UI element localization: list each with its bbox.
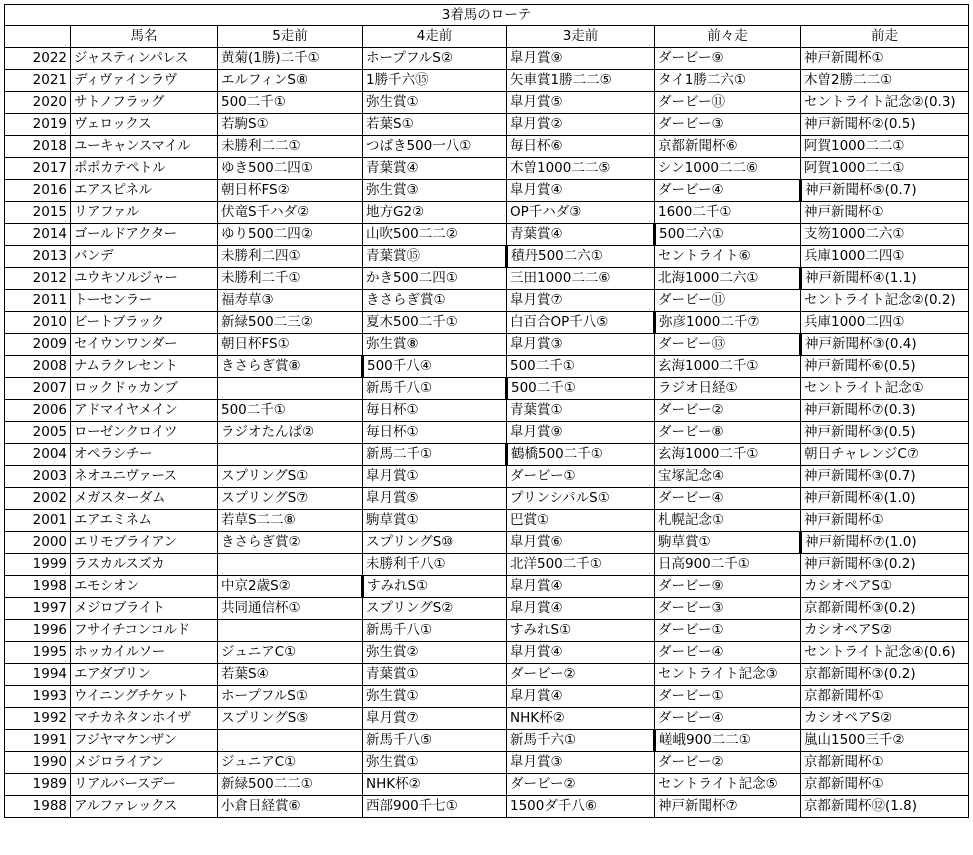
race-2-ago-cell: 駒草賞① [655, 532, 801, 554]
race-last-cell: 阿賀1000二二① [801, 136, 969, 158]
race-last-cell: 朝日チャレンジC⑦ [801, 444, 969, 466]
year-cell: 2019 [5, 114, 71, 136]
header-4-races-ago: 4走前 [363, 26, 507, 48]
race-5-ago-cell: 共同通信杯① [218, 598, 363, 620]
race-4-ago-cell: 1勝千六⑮ [363, 70, 507, 92]
race-5-ago-cell: スプリングS⑦ [218, 488, 363, 510]
race-2-ago-cell: タイ1勝二六① [655, 70, 801, 92]
year-cell: 1997 [5, 598, 71, 620]
race-3-ago-cell: ダービー② [507, 664, 655, 686]
race-last-cell: 京都新聞杯① [801, 686, 969, 708]
table-row [5, 752, 969, 774]
race-5-ago-cell: ジュニアC① [218, 642, 363, 664]
race-5-ago-cell [218, 730, 363, 752]
race-2-ago-cell: ダービー④ [655, 642, 801, 664]
race-last-cell: 神戸新聞杯③(0.5) [801, 422, 969, 444]
race-5-ago-cell [218, 620, 363, 642]
race-4-ago-cell: NHK杯② [363, 774, 507, 796]
race-2-ago-cell: ダービー④ [655, 708, 801, 730]
race-2-ago-cell: 宝塚記念④ [655, 466, 801, 488]
race-2-ago-cell: ダービー③ [655, 114, 801, 136]
table-body [5, 48, 969, 818]
race-4-ago-cell: 青葉賞① [363, 664, 507, 686]
horse-name-cell: フサイチコンコルド [71, 620, 218, 642]
race-5-ago-cell: 福寿草③ [218, 290, 363, 312]
race-last-cell: 阿賀1000二二① [801, 158, 969, 180]
race-2-ago-cell: 玄海1000二千① [655, 444, 801, 466]
race-5-ago-cell: 若葉S④ [218, 664, 363, 686]
race-2-ago-cell: 北海1000二六① [655, 268, 801, 290]
race-3-ago-cell: 皐月賞④ [507, 686, 655, 708]
horse-name-cell: セイウンワンダー [71, 334, 218, 356]
race-2-ago-cell: ダービー② [655, 752, 801, 774]
race-3-ago-cell: 三田1000二二⑥ [507, 268, 655, 290]
race-3-ago-cell: 1500ダ千八⑥ [507, 796, 655, 818]
table-row [5, 466, 969, 488]
race-last-cell: 神戸新聞杯⑥(0.5) [801, 356, 969, 378]
race-5-ago-cell: 未勝利二二① [218, 136, 363, 158]
year-cell: 1990 [5, 752, 71, 774]
table-row [5, 378, 969, 400]
year-cell: 1991 [5, 730, 71, 752]
horse-name-cell: ディヴァインラヴ [71, 70, 218, 92]
race-4-ago-cell: 弥生賞① [363, 686, 507, 708]
year-cell: 2016 [5, 180, 71, 202]
table-row [5, 664, 969, 686]
race-5-ago-cell: ラジオたんぱ② [218, 422, 363, 444]
race-4-ago-cell: 弥生賞⑧ [363, 334, 507, 356]
year-cell: 2011 [5, 290, 71, 312]
table-row [5, 70, 969, 92]
horse-name-cell: ホッカイルソー [71, 642, 218, 664]
race-last-cell: セントライト記念① [801, 378, 969, 400]
race-last-cell: 神戸新聞杯⑤(0.7) [801, 180, 969, 202]
race-4-ago-cell: 新馬千八① [363, 620, 507, 642]
race-2-ago-cell: 500二六① [655, 224, 801, 246]
horse-name-cell: エモシオン [71, 576, 218, 598]
table-row [5, 158, 969, 180]
table-row [5, 246, 969, 268]
table-row [5, 576, 969, 598]
race-2-ago-cell: セントライト⑥ [655, 246, 801, 268]
horse-name-cell: ラスカルスズカ [71, 554, 218, 576]
year-cell: 2005 [5, 422, 71, 444]
horse-name-cell: ロックドゥカンブ [71, 378, 218, 400]
race-5-ago-cell [218, 378, 363, 400]
race-3-ago-cell: 皐月賞⑥ [507, 532, 655, 554]
year-cell: 2018 [5, 136, 71, 158]
race-5-ago-cell: 伏竜S千ハダ② [218, 202, 363, 224]
rotation-table [4, 4, 969, 818]
header-3-races-ago: 3走前 [507, 26, 655, 48]
race-5-ago-cell: きさらぎ賞② [218, 532, 363, 554]
horse-name-cell: リアファル [71, 202, 218, 224]
horse-name-cell: オペラシチー [71, 444, 218, 466]
horse-name-cell: フジヤマケンザン [71, 730, 218, 752]
horse-name-cell: エアエミネム [71, 510, 218, 532]
race-last-cell: 神戸新聞杯④(1.1) [801, 268, 969, 290]
race-last-cell: 木曽2勝二二① [801, 70, 969, 92]
race-last-cell: 京都新聞杯③(0.2) [801, 664, 969, 686]
year-cell: 2013 [5, 246, 71, 268]
table-row [5, 796, 969, 818]
horse-name-cell: ビートブラック [71, 312, 218, 334]
race-2-ago-cell: 1600二千① [655, 202, 801, 224]
year-cell: 1999 [5, 554, 71, 576]
race-4-ago-cell: 皐月賞⑤ [363, 488, 507, 510]
race-2-ago-cell: 日高900二千① [655, 554, 801, 576]
race-3-ago-cell: 矢車賞1勝二二⑤ [507, 70, 655, 92]
horse-name-cell: マチカネタンホイザ [71, 708, 218, 730]
race-4-ago-cell: 山吹500二二② [363, 224, 507, 246]
race-5-ago-cell: 朝日杯FS① [218, 334, 363, 356]
race-4-ago-cell: 新馬二千① [363, 444, 507, 466]
header-horse-name: 馬名 [71, 26, 218, 48]
race-last-cell: カシオペアS② [801, 708, 969, 730]
race-4-ago-cell: 500千八④ [363, 356, 507, 378]
race-2-ago-cell: ダービー② [655, 400, 801, 422]
table-row [5, 642, 969, 664]
table-row [5, 422, 969, 444]
race-4-ago-cell: 未勝利千八① [363, 554, 507, 576]
race-3-ago-cell: すみれS① [507, 620, 655, 642]
race-4-ago-cell: 青葉賞⑮ [363, 246, 507, 268]
year-cell: 2003 [5, 466, 71, 488]
race-last-cell: 神戸新聞杯① [801, 202, 969, 224]
horse-name-cell: エアスピネル [71, 180, 218, 202]
race-5-ago-cell: 新緑500二二① [218, 774, 363, 796]
race-4-ago-cell: ホープフルS② [363, 48, 507, 70]
header-2-races-ago: 前々走 [655, 26, 801, 48]
race-5-ago-cell: 若駒S① [218, 114, 363, 136]
table-row [5, 730, 969, 752]
race-last-cell: 神戸新聞杯⑦(1.0) [801, 532, 969, 554]
year-cell: 2007 [5, 378, 71, 400]
horse-name-cell: ヴェロックス [71, 114, 218, 136]
race-4-ago-cell: 弥生賞① [363, 752, 507, 774]
table-row [5, 400, 969, 422]
race-last-cell: 嵐山1500三千② [801, 730, 969, 752]
year-cell: 2008 [5, 356, 71, 378]
race-last-cell: セントライト記念④(0.6) [801, 642, 969, 664]
horse-name-cell: ユウキソルジャー [71, 268, 218, 290]
race-2-ago-cell: 弥彦1000二千⑦ [655, 312, 801, 334]
horse-name-cell: エリモブライアン [71, 532, 218, 554]
year-cell: 2021 [5, 70, 71, 92]
race-3-ago-cell: 青葉賞① [507, 400, 655, 422]
race-2-ago-cell: セントライト記念③ [655, 664, 801, 686]
race-2-ago-cell: 札幌記念① [655, 510, 801, 532]
race-5-ago-cell [218, 554, 363, 576]
year-cell: 2015 [5, 202, 71, 224]
year-cell: 2006 [5, 400, 71, 422]
race-4-ago-cell: 西部900千七① [363, 796, 507, 818]
race-last-cell: 神戸新聞杯③(0.2) [801, 554, 969, 576]
race-last-cell: 神戸新聞杯① [801, 48, 969, 70]
race-last-cell: 支笏1000二六① [801, 224, 969, 246]
table-row [5, 686, 969, 708]
race-5-ago-cell: スプリングS⑤ [218, 708, 363, 730]
race-4-ago-cell: かき500二四① [363, 268, 507, 290]
horse-name-cell: サトノフラッグ [71, 92, 218, 114]
race-last-cell: 神戸新聞杯③(0.7) [801, 466, 969, 488]
race-4-ago-cell: 皐月賞① [363, 466, 507, 488]
table-row [5, 488, 969, 510]
table-row [5, 444, 969, 466]
race-2-ago-cell: ダービー⑪ [655, 290, 801, 312]
table-row [5, 620, 969, 642]
table-row [5, 114, 969, 136]
race-last-cell: 神戸新聞杯⑦(0.3) [801, 400, 969, 422]
race-5-ago-cell: 新緑500二三② [218, 312, 363, 334]
table-row [5, 510, 969, 532]
race-5-ago-cell: 小倉日経賞⑥ [218, 796, 363, 818]
race-4-ago-cell: 毎日杯① [363, 400, 507, 422]
race-3-ago-cell: 皐月賞⑨ [507, 48, 655, 70]
race-3-ago-cell: プリンシパルS① [507, 488, 655, 510]
table-row [5, 224, 969, 246]
race-5-ago-cell: 500二千① [218, 92, 363, 114]
race-4-ago-cell: 弥生賞① [363, 92, 507, 114]
race-2-ago-cell: セントライト記念⑤ [655, 774, 801, 796]
race-3-ago-cell: 皐月賞④ [507, 598, 655, 620]
table-title: 3着馬のローテ [5, 5, 969, 26]
race-last-cell: 京都新聞杯① [801, 774, 969, 796]
table-row [5, 708, 969, 730]
race-5-ago-cell: 500二千① [218, 400, 363, 422]
race-5-ago-cell: エルフィンS⑧ [218, 70, 363, 92]
horse-name-cell: バンデ [71, 246, 218, 268]
race-3-ago-cell: 皐月賞⑤ [507, 92, 655, 114]
race-3-ago-cell: 皐月賞⑨ [507, 422, 655, 444]
race-5-ago-cell: 未勝利二千① [218, 268, 363, 290]
year-cell: 2002 [5, 488, 71, 510]
race-2-ago-cell: ダービー④ [655, 488, 801, 510]
table-row [5, 598, 969, 620]
race-3-ago-cell: ダービー① [507, 466, 655, 488]
table-row [5, 312, 969, 334]
race-3-ago-cell: 巴賞① [507, 510, 655, 532]
horse-name-cell: リアルバースデー [71, 774, 218, 796]
race-3-ago-cell: 皐月賞③ [507, 334, 655, 356]
race-4-ago-cell: 皐月賞⑦ [363, 708, 507, 730]
race-last-cell: カシオペアS② [801, 620, 969, 642]
table-row [5, 136, 969, 158]
race-3-ago-cell: 鶴橋500二千① [507, 444, 655, 466]
race-4-ago-cell: 弥生賞③ [363, 180, 507, 202]
race-3-ago-cell: OP千ハダ③ [507, 202, 655, 224]
race-2-ago-cell: シン1000二二⑥ [655, 158, 801, 180]
year-cell: 1994 [5, 664, 71, 686]
race-2-ago-cell: ダービー③ [655, 598, 801, 620]
year-cell: 2017 [5, 158, 71, 180]
table-row [5, 48, 969, 70]
race-2-ago-cell: ダービー⑬ [655, 334, 801, 356]
race-last-cell: セントライト記念②(0.2) [801, 290, 969, 312]
race-last-cell: 兵庫1000二四① [801, 246, 969, 268]
race-2-ago-cell: ラジオ日経① [655, 378, 801, 400]
table-row [5, 202, 969, 224]
year-cell: 2010 [5, 312, 71, 334]
horse-name-cell: ゴールドアクター [71, 224, 218, 246]
race-5-ago-cell: ゆり500二四② [218, 224, 363, 246]
table-row [5, 356, 969, 378]
year-cell: 2001 [5, 510, 71, 532]
horse-name-cell: アルファレックス [71, 796, 218, 818]
race-3-ago-cell: NHK杯② [507, 708, 655, 730]
race-4-ago-cell: スプリングS⑩ [363, 532, 507, 554]
race-3-ago-cell: 毎日杯⑥ [507, 136, 655, 158]
race-3-ago-cell: 皐月賞④ [507, 576, 655, 598]
race-3-ago-cell: 皐月賞④ [507, 642, 655, 664]
year-cell: 2012 [5, 268, 71, 290]
race-4-ago-cell: 毎日杯① [363, 422, 507, 444]
race-last-cell: 京都新聞杯⑫(1.8) [801, 796, 969, 818]
race-5-ago-cell: 朝日杯FS② [218, 180, 363, 202]
year-cell: 2020 [5, 92, 71, 114]
race-3-ago-cell: 皐月賞② [507, 114, 655, 136]
year-cell: 2014 [5, 224, 71, 246]
race-3-ago-cell: 皐月賞⑦ [507, 290, 655, 312]
table-row [5, 532, 969, 554]
year-cell: 2004 [5, 444, 71, 466]
race-5-ago-cell: 黄菊(1勝)二千① [218, 48, 363, 70]
year-cell: 1988 [5, 796, 71, 818]
race-last-cell: 神戸新聞杯① [801, 510, 969, 532]
race-5-ago-cell: 中京2歳S② [218, 576, 363, 598]
race-2-ago-cell: 京都新聞杯⑥ [655, 136, 801, 158]
race-5-ago-cell: ホープフルS① [218, 686, 363, 708]
race-2-ago-cell: 神戸新聞杯⑦ [655, 796, 801, 818]
year-cell: 2000 [5, 532, 71, 554]
race-4-ago-cell: 地方G2② [363, 202, 507, 224]
table-row [5, 268, 969, 290]
year-cell: 1996 [5, 620, 71, 642]
table-row [5, 334, 969, 356]
header-5-races-ago: 5走前 [218, 26, 363, 48]
race-last-cell: セントライト記念②(0.3) [801, 92, 969, 114]
header-last-race: 前走 [801, 26, 969, 48]
race-5-ago-cell: スプリングS① [218, 466, 363, 488]
horse-name-cell: ウイニングチケット [71, 686, 218, 708]
race-5-ago-cell: ゆき500二四① [218, 158, 363, 180]
race-4-ago-cell: つばき500一八① [363, 136, 507, 158]
race-3-ago-cell: 皐月賞④ [507, 180, 655, 202]
horse-name-cell: ポポカテペトル [71, 158, 218, 180]
horse-name-cell: ネオユニヴァース [71, 466, 218, 488]
race-last-cell: カシオペアS① [801, 576, 969, 598]
race-4-ago-cell: 若葉S① [363, 114, 507, 136]
race-3-ago-cell: 新馬千六① [507, 730, 655, 752]
race-3-ago-cell: 積丹500二六① [507, 246, 655, 268]
title-row [5, 5, 969, 26]
table-row [5, 180, 969, 202]
race-5-ago-cell: 未勝利二四① [218, 246, 363, 268]
race-2-ago-cell: ダービー⑪ [655, 92, 801, 114]
horse-name-cell: エアダブリン [71, 664, 218, 686]
race-4-ago-cell: きさらぎ賞① [363, 290, 507, 312]
year-cell: 1995 [5, 642, 71, 664]
horse-name-cell: メガスターダム [71, 488, 218, 510]
header-row [5, 26, 969, 48]
table-row [5, 92, 969, 114]
race-2-ago-cell: 嵯峨900二二① [655, 730, 801, 752]
race-3-ago-cell: 木曽1000二二⑤ [507, 158, 655, 180]
race-4-ago-cell: スプリングS② [363, 598, 507, 620]
race-4-ago-cell: 駒草賞① [363, 510, 507, 532]
race-4-ago-cell: すみれS① [363, 576, 507, 598]
horse-name-cell: ジャスティンパレス [71, 48, 218, 70]
year-cell: 1998 [5, 576, 71, 598]
race-5-ago-cell: きさらぎ賞⑧ [218, 356, 363, 378]
race-2-ago-cell: ダービー① [655, 620, 801, 642]
race-4-ago-cell: 新馬千八① [363, 378, 507, 400]
horse-name-cell: ローゼンクロイツ [71, 422, 218, 444]
race-4-ago-cell: 新馬千八⑤ [363, 730, 507, 752]
horse-name-cell: メジロライアン [71, 752, 218, 774]
race-3-ago-cell: 青葉賞④ [507, 224, 655, 246]
race-last-cell: 京都新聞杯③(0.2) [801, 598, 969, 620]
race-last-cell: 兵庫1000二四① [801, 312, 969, 334]
table-row [5, 774, 969, 796]
race-5-ago-cell: ジュニアC① [218, 752, 363, 774]
year-cell: 1992 [5, 708, 71, 730]
race-3-ago-cell: 皐月賞③ [507, 752, 655, 774]
horse-name-cell: アドマイヤメイン [71, 400, 218, 422]
race-5-ago-cell [218, 444, 363, 466]
table-row [5, 290, 969, 312]
race-4-ago-cell: 青葉賞④ [363, 158, 507, 180]
race-last-cell: 神戸新聞杯③(0.4) [801, 334, 969, 356]
race-2-ago-cell: ダービー⑨ [655, 48, 801, 70]
race-3-ago-cell: 500二千① [507, 378, 655, 400]
race-2-ago-cell: ダービー⑧ [655, 422, 801, 444]
race-4-ago-cell: 夏木500二千① [363, 312, 507, 334]
horse-name-cell: メジロブライト [71, 598, 218, 620]
race-4-ago-cell: 弥生賞② [363, 642, 507, 664]
race-5-ago-cell: 若草S二二⑧ [218, 510, 363, 532]
race-2-ago-cell: ダービー④ [655, 180, 801, 202]
race-3-ago-cell: 北洋500二千① [507, 554, 655, 576]
race-2-ago-cell: 玄海1000二千① [655, 356, 801, 378]
race-2-ago-cell: ダービー⑨ [655, 576, 801, 598]
year-cell: 2022 [5, 48, 71, 70]
horse-name-cell: ナムラクレセント [71, 356, 218, 378]
year-cell: 1993 [5, 686, 71, 708]
horse-name-cell: ユーキャンスマイル [71, 136, 218, 158]
header-year [5, 26, 71, 48]
race-last-cell: 神戸新聞杯②(0.5) [801, 114, 969, 136]
year-cell: 1989 [5, 774, 71, 796]
race-3-ago-cell: 白百合OP千八⑤ [507, 312, 655, 334]
year-cell: 2009 [5, 334, 71, 356]
race-3-ago-cell: ダービー② [507, 774, 655, 796]
race-2-ago-cell: ダービー① [655, 686, 801, 708]
horse-name-cell: トーセンラー [71, 290, 218, 312]
race-last-cell: 京都新聞杯① [801, 752, 969, 774]
table-row [5, 554, 969, 576]
race-last-cell: 神戸新聞杯④(1.0) [801, 488, 969, 510]
race-3-ago-cell: 500二千① [507, 356, 655, 378]
